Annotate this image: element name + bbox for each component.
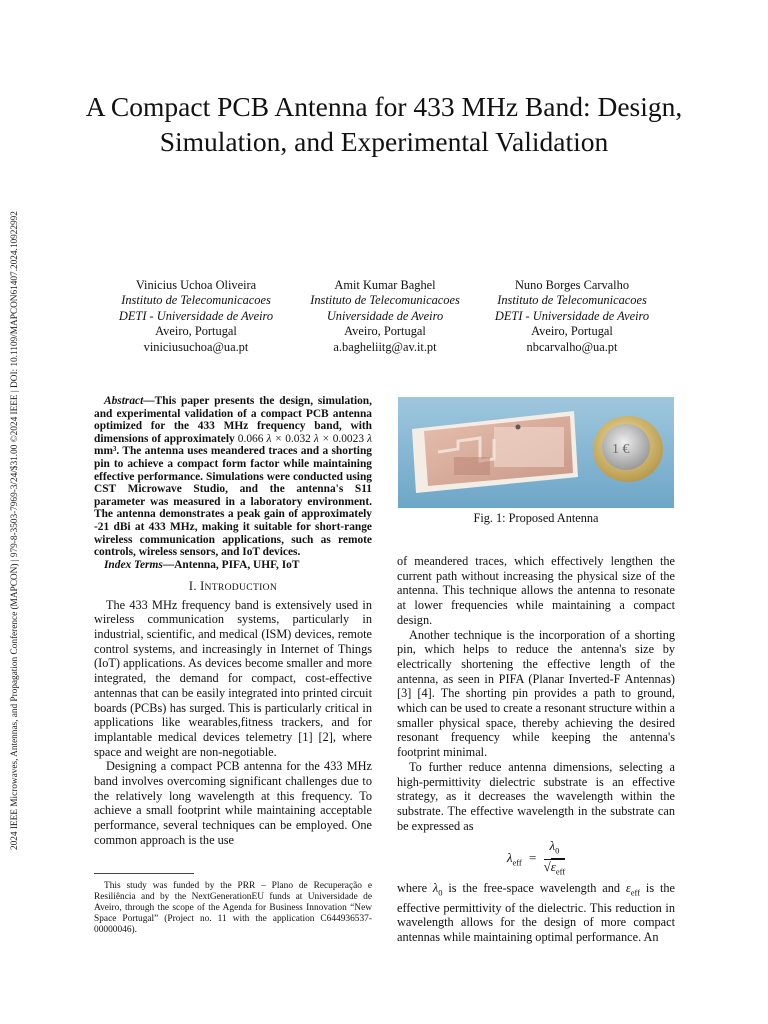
figure-caption: Fig. 1: Proposed Antenna bbox=[473, 511, 599, 525]
abstract-text: mm³. The antenna uses meandered traces and a shorting pin to achieve a compact form factor while maintaining effective performance. Simulations were conducted using CST Microwave Studio, and the antenna's S11 parameter was measured in a laboratory environment. The antenna demonstrates a peak gain of approximately -21 dBi at 433 MHz, making it suitable for short-range wireless communication applications, such as remote controls, wireless sensors, and IoT devices. bbox=[94, 445, 372, 559]
antenna-photo bbox=[398, 397, 674, 508]
sqrt-body bbox=[550, 858, 566, 877]
fraction-denominator bbox=[544, 860, 566, 879]
equation-symbol: ε bbox=[550, 858, 556, 874]
author-affiliation: Instituto de Telecomunicacoes bbox=[310, 293, 460, 308]
math-subscript: 0 bbox=[438, 887, 443, 898]
abstract-text: —This paper presents the design, simulation, and experimental validation of a compact PCB antenna optimized for the 433 MHz frequency band, with dimensions of approximately bbox=[94, 395, 372, 445]
abstract-dim: λ bbox=[364, 432, 373, 445]
equation-subscript: 0 bbox=[555, 845, 560, 856]
author-email: nbcarvalho@ua.pt bbox=[526, 339, 618, 354]
author-city: Aveiro, Portugal bbox=[155, 324, 237, 339]
author-affiliation: Instituto de Telecomunicacoes bbox=[497, 293, 647, 308]
antenna-photo-image bbox=[398, 397, 674, 508]
section-title-initial: I bbox=[200, 578, 205, 593]
index-terms-text: —Antenna, PIFA, UHF, IoT bbox=[162, 558, 300, 571]
author-department: DETI - Universidade de Aveiro bbox=[118, 308, 274, 323]
section-number: I. bbox=[188, 578, 201, 593]
text: is the effective permittivity of the dielectric. This reduction in wavelength allows for the design of more compact antennas while maintaining optimal performance. An bbox=[397, 881, 675, 944]
equation-symbol: λ bbox=[549, 838, 556, 854]
paragraph: The 433 MHz frequency band is extensively used in wireless communication systems, particularly in industrial, scientific, and medical (ISM) devices, remote control systems, and increasingly in Internet of Things (IoT) applications. As devices become smaller and more integrated, the demand for compact, cost-effective antennas that can be easily integrated into printed circuit boards (PCBs) has surged. This is particularly critical in applications like wearables,fitness trackers, and for implantable medical devices telemetry [1] [2], where space and weight are non-negotiable. bbox=[94, 597, 372, 759]
equals-sign: = bbox=[529, 850, 537, 866]
copyright-sidebar bbox=[10, 180, 26, 850]
coin-label: 1 € bbox=[612, 442, 630, 457]
equation-fraction bbox=[544, 839, 566, 879]
math-symbol: λ bbox=[432, 881, 439, 896]
abstract bbox=[94, 395, 372, 559]
author-name: Amit Kumar Baghel bbox=[334, 278, 436, 292]
equation-body bbox=[507, 839, 565, 879]
text: where bbox=[397, 881, 433, 896]
sidebar-text: 2024 IEEE Microwaves, Antennas, and Propagation Conference (MAPCON) | 979-8-3503-7969-3/24/$31.00 ©2024 IEEE | DOI: 10.1109/MAPCON61407.2024.10922992 bbox=[10, 211, 20, 850]
author-email: a.bagheliitg@av.it.pt bbox=[333, 339, 437, 354]
equation bbox=[397, 839, 675, 875]
fraction-numerator bbox=[544, 839, 566, 859]
index-terms bbox=[94, 559, 372, 572]
abstract-dim: λ × bbox=[310, 432, 333, 445]
author-block-3 bbox=[472, 278, 672, 355]
text: is the free-space wavelength and bbox=[442, 881, 626, 896]
author-department: Universidade de Aveiro bbox=[326, 308, 444, 323]
author-name: Nuno Borges Carvalho bbox=[514, 278, 630, 292]
author-block-1 bbox=[96, 278, 296, 355]
sqrt-icon: √ bbox=[543, 858, 551, 874]
paragraph: of meandered traces, which effectively lengthen the current path without increasing the physical size of the antenna. This technique allows the antenna to resonate at lower frequencies while maintaining a compact design. bbox=[397, 554, 675, 627]
abstract-label: Abstract bbox=[104, 395, 144, 407]
abstract-dim: 0.032 bbox=[285, 432, 311, 445]
math-symbol: ε bbox=[625, 881, 631, 896]
abstract-dim: 0.066 bbox=[237, 432, 264, 445]
paragraph: Another technique is the incorporation of a shorting pin, which helps to reduce the antenna's size by electrically shortening the effective length of the antenna, as seen in PIFA (Planar Inverted-F Antennas) [3] [4]. The shorting pin provides a path to ground, which can be used to create a resonant structure within a smaller physical space, thereby achieving the desired resonant frequency while keeping the antenna's footprint minimal. bbox=[397, 627, 675, 760]
author-city: Aveiro, Portugal bbox=[531, 324, 613, 339]
section-heading bbox=[94, 579, 372, 596]
author-department: DETI - Universidade de Aveiro bbox=[494, 308, 650, 323]
paper-title: A Compact PCB Antenna for 433 MHz Band: Design, Simulation, and Experimental Validation bbox=[85, 91, 683, 157]
footnote-rule bbox=[94, 873, 194, 874]
paragraph bbox=[397, 881, 675, 944]
author-city: Aveiro, Portugal bbox=[344, 324, 426, 339]
equation-subscript: eff bbox=[555, 866, 566, 877]
footnote: This study was funded by the PRR – Plano de Recuperação e Resiliência and by the NextGenerationEU funds at Universidade de Aveiro, through the scope of the Agenda for Business Innovation “New Space Portugal” (Project no. 11 with the application C644936537-00000046). bbox=[94, 881, 372, 935]
author-affiliation: Instituto de Telecomunicacoes bbox=[121, 293, 271, 308]
author-block-2 bbox=[290, 278, 480, 355]
paragraph: Designing a compact PCB antenna for the 433 MHz band involves overcoming significant challenges due to the relatively long wavelength at this frequency. To achieve a small footprint while maintaining acceptable performance, several techniques can be employed. One common approach is the use bbox=[94, 759, 372, 847]
index-terms-label: Index Terms bbox=[104, 558, 163, 571]
author-name: Vinicius Uchoa Oliveira bbox=[135, 278, 257, 292]
author-email: viniciusuchoa@ua.pt bbox=[143, 339, 249, 354]
math-subscript: eff bbox=[630, 887, 641, 898]
abstract-dim: λ × bbox=[263, 432, 286, 445]
abstract-dim: 0.0023 bbox=[332, 432, 365, 445]
left-column bbox=[94, 395, 372, 848]
section-title-rest: NTRODUCTION bbox=[204, 581, 278, 593]
equation-symbol: λ bbox=[506, 850, 513, 866]
equation-subscript: eff bbox=[512, 857, 522, 868]
paragraph: To further reduce antenna dimensions, selecting a high-permittivity dielectric substrate is an effective strategy, as it decreases the wavelength within the substrate. The effective wavelength in the substrate can be expressed as bbox=[397, 759, 675, 833]
right-column bbox=[397, 554, 675, 945]
